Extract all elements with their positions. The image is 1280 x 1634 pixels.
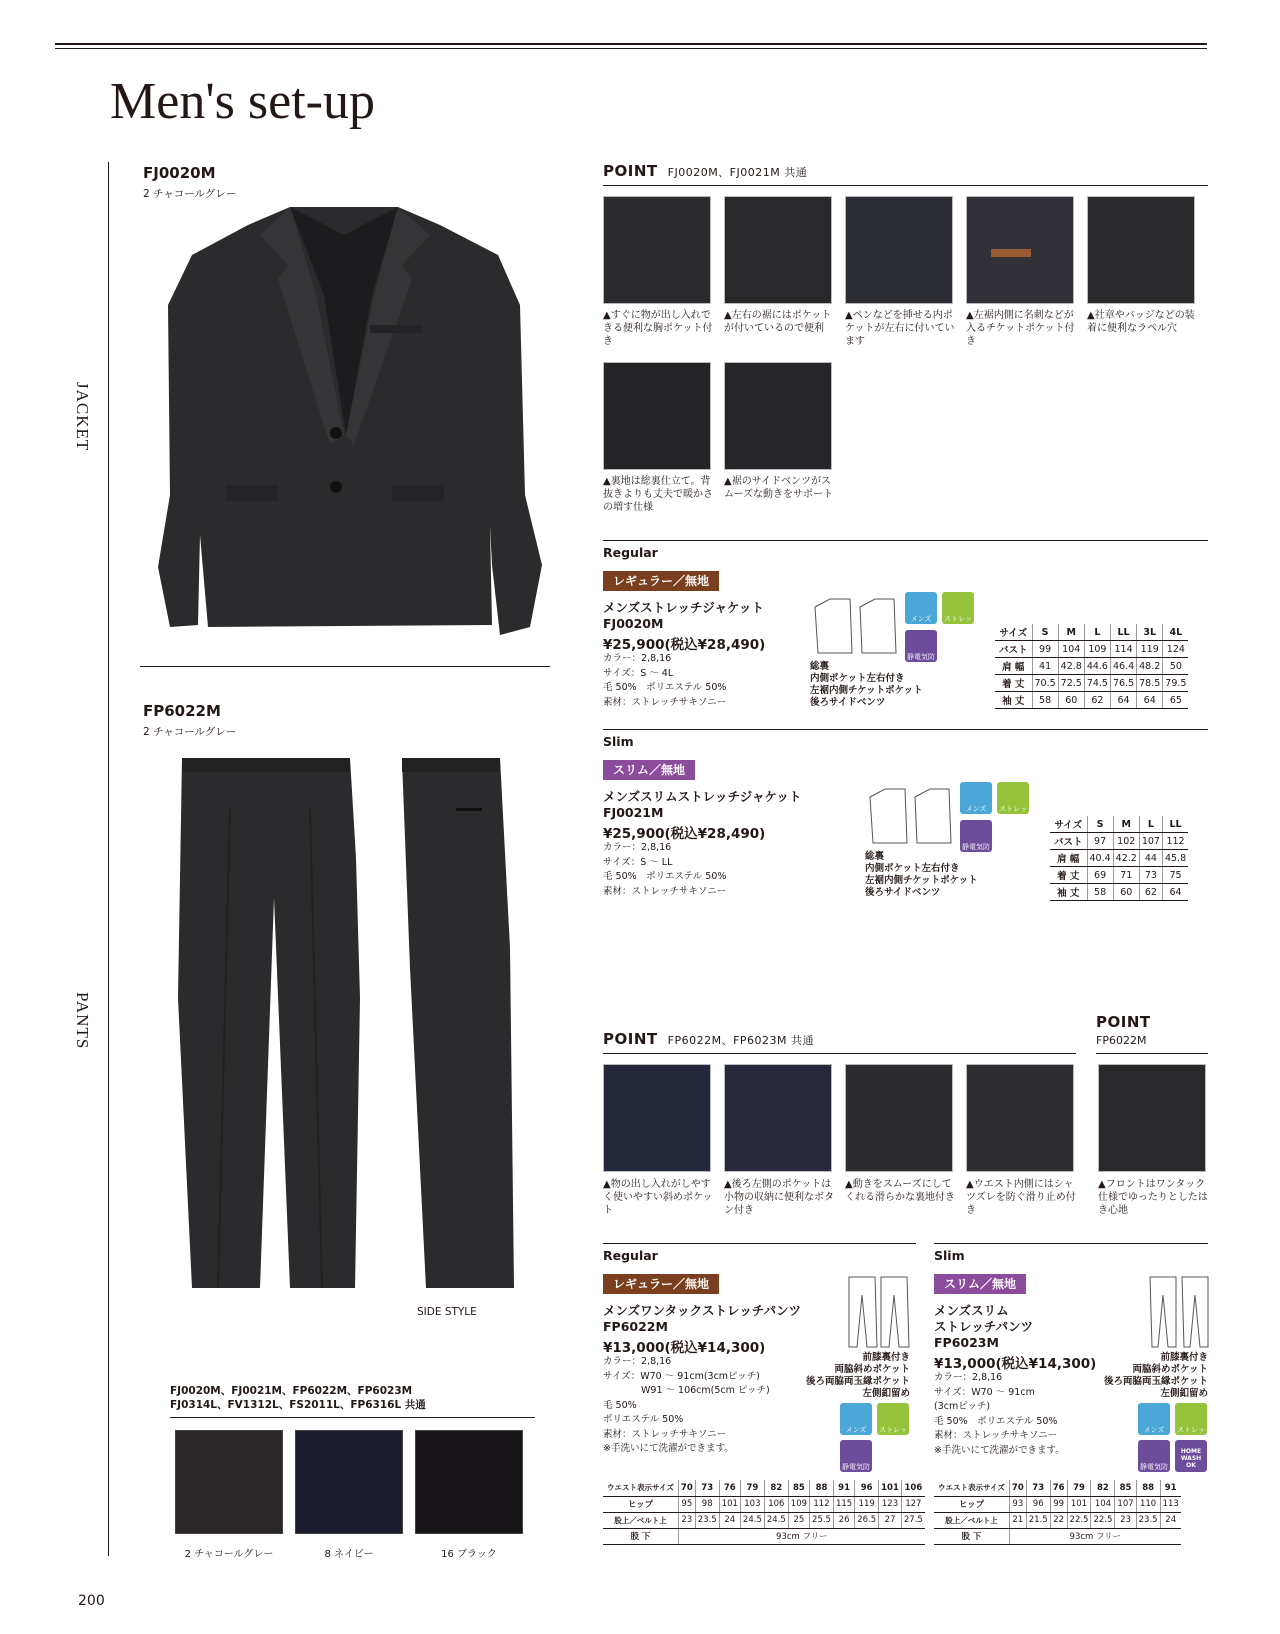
pants-point-title: POINT xyxy=(603,1030,658,1048)
feature-4: 左側釦留め xyxy=(862,1388,910,1399)
jacket-point-sub: FJ0020M、FJ0021M 共通 xyxy=(667,166,808,179)
jacket-regular-line-drawing xyxy=(810,595,900,655)
feature-3: 後ろ両脇両玉縁ポケット xyxy=(805,1376,910,1387)
pants-side-label: PANTS xyxy=(73,992,92,1050)
jacket-point-cap-7: ▲裾のサイドベンツがスムーズな動きをサポート xyxy=(724,476,833,500)
page-number: 200 xyxy=(78,1593,105,1609)
pants-code: FP6022M xyxy=(143,702,221,720)
home-wash-icon: HOME WASH OK xyxy=(1175,1440,1207,1472)
feature-1: 前膝裏付き xyxy=(862,1352,910,1363)
mens-icon: メンズ xyxy=(905,592,937,624)
swatches-heading-2: FJ0314L、FV1312L、FS2011L、FP6316L 共通 xyxy=(170,1399,426,1411)
pants-point-photo-1 xyxy=(603,1064,711,1172)
antistatic-icon: 静電気防止 xyxy=(840,1440,872,1472)
antistatic-icon: 静電気防止 xyxy=(960,820,992,852)
mens-icon: メンズ xyxy=(1138,1403,1170,1435)
swatches-heading-1: FJ0020M、FJ0021M、FP6022M、FP6023M xyxy=(170,1385,413,1397)
pants-point-photo-3 xyxy=(845,1064,953,1172)
top-rule xyxy=(55,43,1207,45)
jacket-slim-specs xyxy=(603,841,726,899)
pants-point-cap-1: ▲物の出し入れがしやすく使いやすい斜めポケット xyxy=(603,1179,713,1216)
jacket-regular-rule xyxy=(603,540,1208,541)
feature-3: 左裾内側チケットポケット xyxy=(865,875,978,886)
feature-4: 左側釦留め xyxy=(1160,1388,1208,1399)
spec-pitch: (3cmピッチ) xyxy=(934,1401,991,1412)
pants-slim-code: FP6023M xyxy=(934,1335,999,1350)
spec-fabric: 毛 50% ポリエステル 50% xyxy=(934,1415,1058,1427)
jacket-slim-name: メンズスリムストレッチジャケット xyxy=(603,789,802,804)
jacket-point-photo-4 xyxy=(966,196,1074,304)
pants-slim-rule xyxy=(934,1243,1208,1244)
top-rule-thin xyxy=(55,48,1207,49)
pants-point-photo-4 xyxy=(966,1064,1074,1172)
pants-slim-tag: スリム／無地 xyxy=(934,1274,1026,1294)
antistatic-icon: 静電気防止 xyxy=(1138,1440,1170,1472)
stretch-icon: ストレッチ xyxy=(942,592,974,624)
pants-slim-features xyxy=(1078,1352,1208,1400)
pants-slim-name-1: メンズスリム xyxy=(934,1303,1009,1318)
swatch-black xyxy=(415,1430,523,1534)
jacket-slim-section: Slim xyxy=(603,734,634,749)
spec-polyester: ポリエステル 50% xyxy=(603,1414,684,1425)
spec-size: サイズ：S ～ 4L xyxy=(603,667,674,679)
pants-color: 2 チャコールグレー xyxy=(143,726,237,738)
jacket-point-cap-5: ▲社章やバッジなどの装着に便利なラペル穴 xyxy=(1087,310,1195,334)
jacket-slim-rule xyxy=(603,729,1208,730)
spec-color: カラー：2,8,16 xyxy=(603,1356,672,1367)
jacket-slim-code: FJ0021M xyxy=(603,805,664,820)
stretch-icon: ストレッ xyxy=(1175,1403,1207,1435)
spec-color: カラー：2,8,16 xyxy=(603,842,672,853)
jacket-point-cap-2: ▲左右の裾にはポケットが付いているので便利 xyxy=(724,310,832,334)
feature-2: 両脇斜めポケット xyxy=(1132,1364,1208,1375)
stretch-icon: ストレッチ xyxy=(997,782,1029,814)
spec-wash-note: ※手洗いにて洗濯ができます。 xyxy=(603,1443,734,1454)
pants-regular-specs xyxy=(603,1355,770,1457)
feature-1: 前膝裏付き xyxy=(1160,1352,1208,1363)
jacket-point-cap-6: ▲裏地は総裏仕立て。背抜きよりも丈夫で暖かさの増す仕様 xyxy=(603,476,713,513)
spec-wool: 毛 50% xyxy=(603,1399,637,1411)
pants-point-photo-2 xyxy=(724,1064,832,1172)
pants-slim-line-drawing xyxy=(1148,1275,1212,1349)
jacket-point-photo-1 xyxy=(603,196,711,304)
feature-1: 総裏 xyxy=(865,851,885,862)
jacket-regular-size-table: サイズ S M L LL 3L 4L バスト 99 104 109 114 119 124 肩 幅 41 42.8 44.6 46.4 48.2 50 着 丈 70.5 72.5 74.5 76.5 78.5 79.5 袖 丈 58 60 62 64 64 65 xyxy=(995,624,1188,709)
swatch-label-charcoal: 2 チャコールグレー xyxy=(184,1549,274,1560)
jacket-point-photo-2 xyxy=(724,196,832,304)
jacket-regular-code: FJ0020M xyxy=(603,616,664,631)
pants-point-cap-4: ▲ウエスト内側にはシャツズレを防ぐ滑り止め付き xyxy=(966,1179,1076,1216)
mens-icon: メンズ xyxy=(840,1403,872,1435)
jacket-regular-specs xyxy=(603,652,726,710)
feature-3: 後ろ両脇両玉縁ポケット xyxy=(1103,1376,1208,1387)
swatch-navy xyxy=(295,1430,403,1534)
spec-material: 素材：ストレッチサキソニー xyxy=(934,1430,1058,1441)
jacket-point-cap-1: ▲すぐに物が出し入れできる便利な胸ポケット付き xyxy=(603,310,713,347)
jacket-point-photo-3 xyxy=(845,196,953,304)
page-title: Men's set-up xyxy=(110,73,376,130)
pants-regular-features xyxy=(780,1352,910,1400)
pants-slim-price: ¥13,000(税込¥14,300) xyxy=(934,1356,1097,1372)
pants-regular-line-drawing xyxy=(847,1275,911,1349)
spec-color: カラー：2,8,16 xyxy=(603,653,672,664)
spec-color: カラー：2,8,16 xyxy=(934,1372,1003,1383)
pants-point-rule xyxy=(603,1053,1076,1054)
swatch-label-black: 16 ブラック xyxy=(441,1549,497,1560)
feature-1: 総裏 xyxy=(810,661,830,672)
pants-regular-tag: レギュラー／無地 xyxy=(603,1274,719,1294)
pants-slim-specs xyxy=(934,1371,1065,1458)
spec-material: 素材：ストレッチサキソニー xyxy=(603,696,727,708)
pants-regular-rule xyxy=(603,1243,916,1244)
pants-point2-title: POINT xyxy=(1096,1013,1151,1031)
jacket-point-rule xyxy=(603,185,1208,186)
pants-regular-size-table: ウエスト表示サイズ 70 73 76 79 82 85 88 91 96 101 106 ヒップ 95 98 101 103 106 109 112 115 119 123 127 股上／ベルト上 23 23.5 24 24.5 24.5 25 25.5 26 26.5 27 27.5 股 下 93cm フリー xyxy=(603,1480,925,1545)
spec-size: サイズ：W70 ～ 91cm(3cmピッチ) xyxy=(603,1370,760,1382)
jacket-regular-name: メンズストレッチジャケット xyxy=(603,600,764,615)
jacket-color: 2 チャコールグレー xyxy=(143,188,237,200)
pants-regular-price: ¥13,000(税込¥14,300) xyxy=(603,1340,766,1356)
spec-material: 素材：ストレッチサキソニー xyxy=(603,1428,727,1440)
swatch-charcoal xyxy=(175,1430,283,1534)
swatches-rule xyxy=(170,1417,535,1418)
left-vertical-rule xyxy=(108,162,109,1556)
jacket-point-photo-6 xyxy=(603,362,711,470)
feature-3: 左裾内側チケットポケット xyxy=(810,685,923,696)
jacket-image xyxy=(140,195,550,645)
pants-regular-code: FP6022M xyxy=(603,1319,668,1334)
pants-slim-name-2: ストレッチパンツ xyxy=(934,1319,1034,1334)
jacket-slim-price: ¥25,900(税込¥28,490) xyxy=(603,826,766,842)
spec-size: サイズ：S ～ LL xyxy=(603,856,673,868)
pants-point2-sub: FP6022M xyxy=(1096,1034,1147,1047)
pants-slim-size-table: ウエスト表示サイズ 70 73 76 79 82 85 88 91 ヒップ 93 96 99 101 104 107 110 113 股上／ベルト上 21 21.5 22 22.5 22.5 23 23.5 24 股 下 93cm フリー xyxy=(934,1480,1181,1545)
jacket-code: FJ0020M xyxy=(143,164,216,182)
divider-left xyxy=(140,666,550,667)
jacket-regular-price: ¥25,900(税込¥28,490) xyxy=(603,637,766,653)
pants-image xyxy=(170,748,550,1288)
jacket-point-photo-7 xyxy=(724,362,832,470)
pants-point-cap-3: ▲動きをスムーズにしてくれる滑らかな裏地付き xyxy=(845,1179,955,1203)
pants-point-cap-2: ▲後ろ左側のポケットは小物の収納に便利なボタン付き xyxy=(724,1179,834,1216)
spec-wash-note: ※手洗いにて洗濯ができます。 xyxy=(934,1444,1065,1456)
spec-material: 素材：ストレッチサキソニー xyxy=(603,885,727,897)
jacket-slim-line-drawing xyxy=(865,785,955,845)
spec-fabric: 毛 50% ポリエステル 50% xyxy=(603,871,727,882)
pants-regular-section: Regular xyxy=(603,1248,658,1263)
jacket-slim-tag: スリム／無地 xyxy=(603,760,695,780)
jacket-point-cap-3: ▲ペンなどを挿せる内ポケットが左右に付いています xyxy=(845,310,955,347)
jacket-side-label: JACKET xyxy=(73,382,92,452)
pants-slim-section: Slim xyxy=(934,1248,965,1263)
jacket-point-cap-4: ▲左裾内側に名刺などが入るチケットポケット付き xyxy=(966,310,1075,347)
side-style-label: SIDE STYLE xyxy=(417,1306,477,1318)
stretch-icon: ストレッチ xyxy=(877,1403,909,1435)
pants-point2-rule xyxy=(1096,1053,1208,1054)
spec-size: サイズ：W70 ～ 91cm xyxy=(934,1386,1035,1398)
jacket-point-heading xyxy=(603,162,807,180)
spec-size-2: W91 ～ 106cm(5cm ピッチ) xyxy=(603,1385,770,1396)
pants-point-sub: FP6022M、FP6023M 共通 xyxy=(667,1034,815,1047)
feature-4: 後ろサイドベンツ xyxy=(810,697,886,708)
pants-point-photo-5 xyxy=(1098,1064,1206,1172)
pants-regular-name: メンズワンタックストレッチパンツ xyxy=(603,1303,802,1318)
feature-4: 後ろサイドベンツ xyxy=(865,887,941,898)
antistatic-icon: 静電気防止 xyxy=(905,630,937,662)
feature-2: 内側ポケット左右付き xyxy=(865,863,960,874)
feature-2: 両脇斜めポケット xyxy=(834,1364,910,1375)
pants-point-heading xyxy=(603,1030,814,1048)
mens-icon: メンズ xyxy=(960,782,992,814)
swatch-label-navy: 8 ネイビー xyxy=(324,1549,374,1560)
jacket-regular-section: Regular xyxy=(603,545,658,560)
jacket-slim-size-table: サイズ S M L LL バスト 97 102 107 112 肩 幅 40.4 42.2 44 45.8 着 丈 69 71 73 75 袖 丈 58 60 62 64 xyxy=(1050,816,1188,901)
jacket-point-title: POINT xyxy=(603,162,658,180)
pants-point-cap-5: ▲フロントはワンタック仕様でゆったりとしたはき心地 xyxy=(1098,1179,1208,1216)
jacket-point-photo-5 xyxy=(1087,196,1195,304)
jacket-regular-tag: レギュラー／無地 xyxy=(603,571,719,591)
spec-fabric: 毛 50% ポリエステル 50% xyxy=(603,682,727,693)
feature-2: 内側ポケット左右付き xyxy=(810,673,905,684)
